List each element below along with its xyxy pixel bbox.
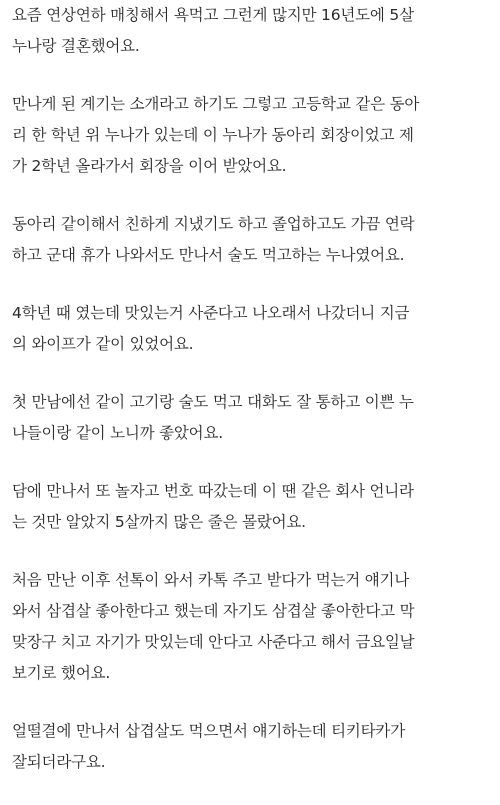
text-line: 리 한 학년 위 누나가 있는데 이 누나가 동아리 회장이었고 제 bbox=[12, 126, 414, 144]
text-line: 누나랑 결혼했어요. bbox=[12, 37, 140, 55]
text-line: 4학년 때 였는데 맛있는거 사준다고 나오래서 나갔더니 지금 bbox=[12, 304, 410, 322]
text-line: 와서 삼겹살 좋아한다고 했는데 자기도 삼겹살 좋아한다고 막 bbox=[12, 602, 415, 620]
text-line: 의 와이프가 같이 있었어요. bbox=[12, 335, 194, 353]
text-line: 나들이랑 같이 노니까 좋았어요. bbox=[12, 424, 223, 442]
paragraph-5 bbox=[12, 387, 496, 449]
text-line: 가 2학년 올라가서 회장을 이어 받았어요. bbox=[12, 157, 287, 175]
text-line: 만나게 된 계기는 소개라고 하기도 그렇고 고등학교 같은 동아 bbox=[12, 95, 420, 113]
text-line: 맞장구 치고 자기가 맛있는데 안다고 사준다고 해서 금요일날 bbox=[12, 633, 415, 651]
text-line: 잘되더라구요. bbox=[12, 753, 106, 771]
paragraph-8 bbox=[12, 716, 496, 778]
text-line: 얼떨결에 만나서 삽겹살도 먹으면서 얘기하는데 티키타카가 bbox=[12, 722, 405, 740]
text-line: 보기로 했어요. bbox=[12, 664, 111, 682]
paragraph-2 bbox=[12, 89, 496, 182]
text-line: 담에 만나서 또 놀자고 번호 따갔는데 이 땐 같은 회사 언니라 bbox=[12, 482, 414, 500]
paragraph-6 bbox=[12, 476, 496, 538]
article-body bbox=[12, 0, 496, 805]
text-line: 는 것만 알았지 5살까지 많은 줄은 몰랐어요. bbox=[12, 513, 306, 531]
paragraph-4 bbox=[12, 298, 496, 360]
text-line: 동아리 같이해서 친하게 지냈기도 하고 졸업하고도 가끔 연락 bbox=[12, 215, 415, 233]
paragraph-3 bbox=[12, 209, 496, 271]
text-line: 요즘 연상연하 매칭해서 욕먹고 그런게 많지만 16년도에 5살 bbox=[12, 6, 414, 24]
paragraph-7 bbox=[12, 565, 496, 689]
text-line: 처음 만난 이후 선톡이 와서 카톡 주고 받다가 먹는거 얘기나 bbox=[12, 571, 410, 589]
paragraph-1 bbox=[12, 0, 496, 62]
text-line: 하고 군대 휴가 나와서도 만나서 술도 먹고하는 누나였어요. bbox=[12, 246, 405, 264]
text-line: 첫 만남에선 같이 고기랑 술도 먹고 대화도 잘 통하고 이쁜 누 bbox=[12, 393, 414, 411]
